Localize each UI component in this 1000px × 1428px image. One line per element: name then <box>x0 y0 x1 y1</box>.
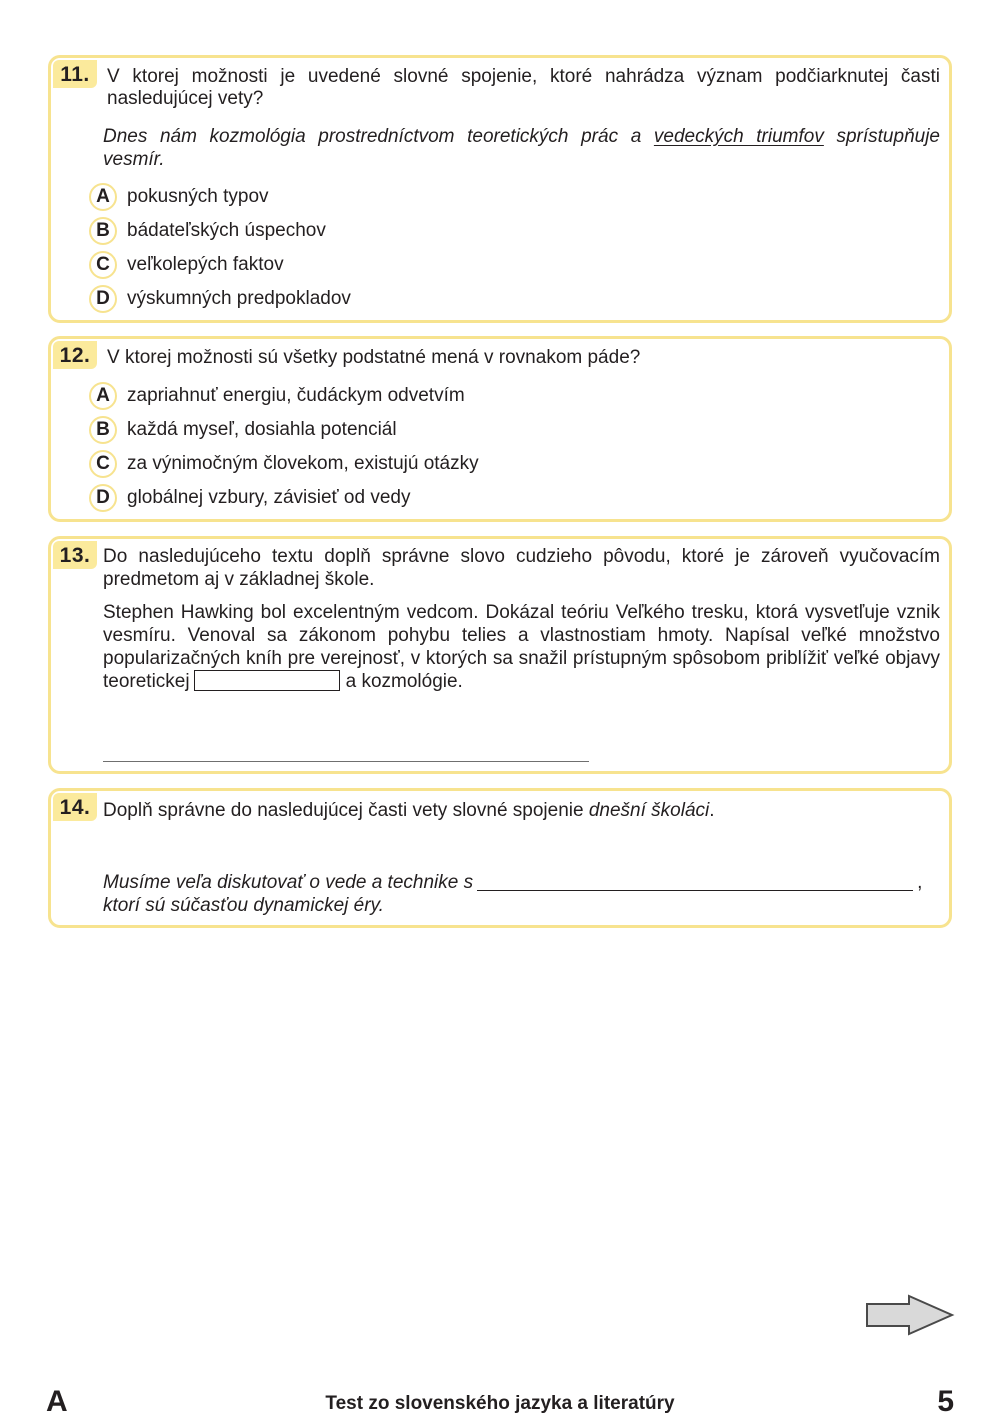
question-number: 13. <box>53 541 97 569</box>
option-c[interactable] <box>89 449 479 479</box>
option-letter: D <box>89 285 117 313</box>
option-a[interactable] <box>89 182 269 212</box>
option-text: za výnimočným človekom, existujú otázky <box>127 453 479 474</box>
page-number: 5 <box>937 1385 954 1418</box>
underlined-phrase: vedeckých triumfov <box>653 126 824 147</box>
question-passage: Stephen Hawking bol excelentným vedcom. Dokázal teóriu Veľkého tresku, ktorá vysvetľuje vznik vesmíru. Venoval sa zákonom pohybu telies a vlastnostiam hmoty. Napísal veľké množstvo popularizačných kníh pre verejnosť, v ktorých sa snažil prístupným spôsobom priblížiť veľké objavy teoretickej a kozmológie. <box>103 602 940 692</box>
option-text: globálnej vzbury, závisieť od vedy <box>127 487 411 508</box>
option-d[interactable] <box>89 284 351 314</box>
question-passage: Dnes nám kozmológia prostredníctvom teoretických prác a vedeckých triumfov sprístupňuje vesmír. <box>103 126 940 170</box>
footer-title: Test zo slovenského jazyka a literatúry <box>325 1393 675 1414</box>
option-letter: B <box>89 217 117 245</box>
option-c[interactable] <box>89 250 284 280</box>
question-14-box <box>48 788 952 928</box>
answer-line[interactable] <box>103 761 589 762</box>
question-number: 12. <box>53 341 97 369</box>
option-text: pokusných typov <box>127 186 269 207</box>
option-text: zapriahnuť energiu, čudáckym odvetvím <box>127 385 465 406</box>
next-arrow-icon <box>864 1294 956 1338</box>
question-text: V ktorej možnosti je uvedené slovné spojenie, ktoré nahrádza význam podčiarknutej časti nasledujúcej vety? <box>107 66 940 109</box>
question-text: Doplň správne do nasledujúcej časti vety slovné spojenie dnešní školáci. <box>103 800 715 821</box>
option-letter: D <box>89 484 117 512</box>
answer-line[interactable] <box>477 872 913 891</box>
option-d[interactable] <box>89 483 410 513</box>
option-letter: A <box>89 382 117 410</box>
option-b[interactable] <box>89 216 326 246</box>
question-12-box <box>48 336 952 522</box>
option-text: každá myseľ, dosiahla potenciál <box>127 419 397 440</box>
question-number: 11. <box>53 60 97 88</box>
question-11-box <box>48 55 952 323</box>
question-text: Do nasledujúceho textu doplň správne slovo cudzieho pôvodu, ktoré je zároveň vyučovacím predmetom aj v základnej škole. <box>103 546 940 590</box>
option-a[interactable] <box>89 381 465 411</box>
option-b[interactable] <box>89 415 397 445</box>
question-number: 14. <box>53 793 97 821</box>
option-text: veľkolepých faktov <box>127 254 284 275</box>
option-text: bádateľských úspechov <box>127 220 326 241</box>
question-text: V ktorej možnosti sú všetky podstatné mená v rovnakom páde? <box>107 347 641 368</box>
option-letter: B <box>89 416 117 444</box>
option-text: výskumných predpokladov <box>127 288 351 309</box>
option-letter: A <box>89 183 117 211</box>
fill-sentence: Musíme veľa diskutovať o vede a technike s , ktorí sú súčasťou dynamickej éry. <box>103 872 923 916</box>
test-variant: A <box>46 1385 68 1418</box>
question-13-box <box>48 536 952 774</box>
answer-box[interactable] <box>194 670 340 691</box>
option-letter: C <box>89 450 117 478</box>
option-letter: C <box>89 251 117 279</box>
